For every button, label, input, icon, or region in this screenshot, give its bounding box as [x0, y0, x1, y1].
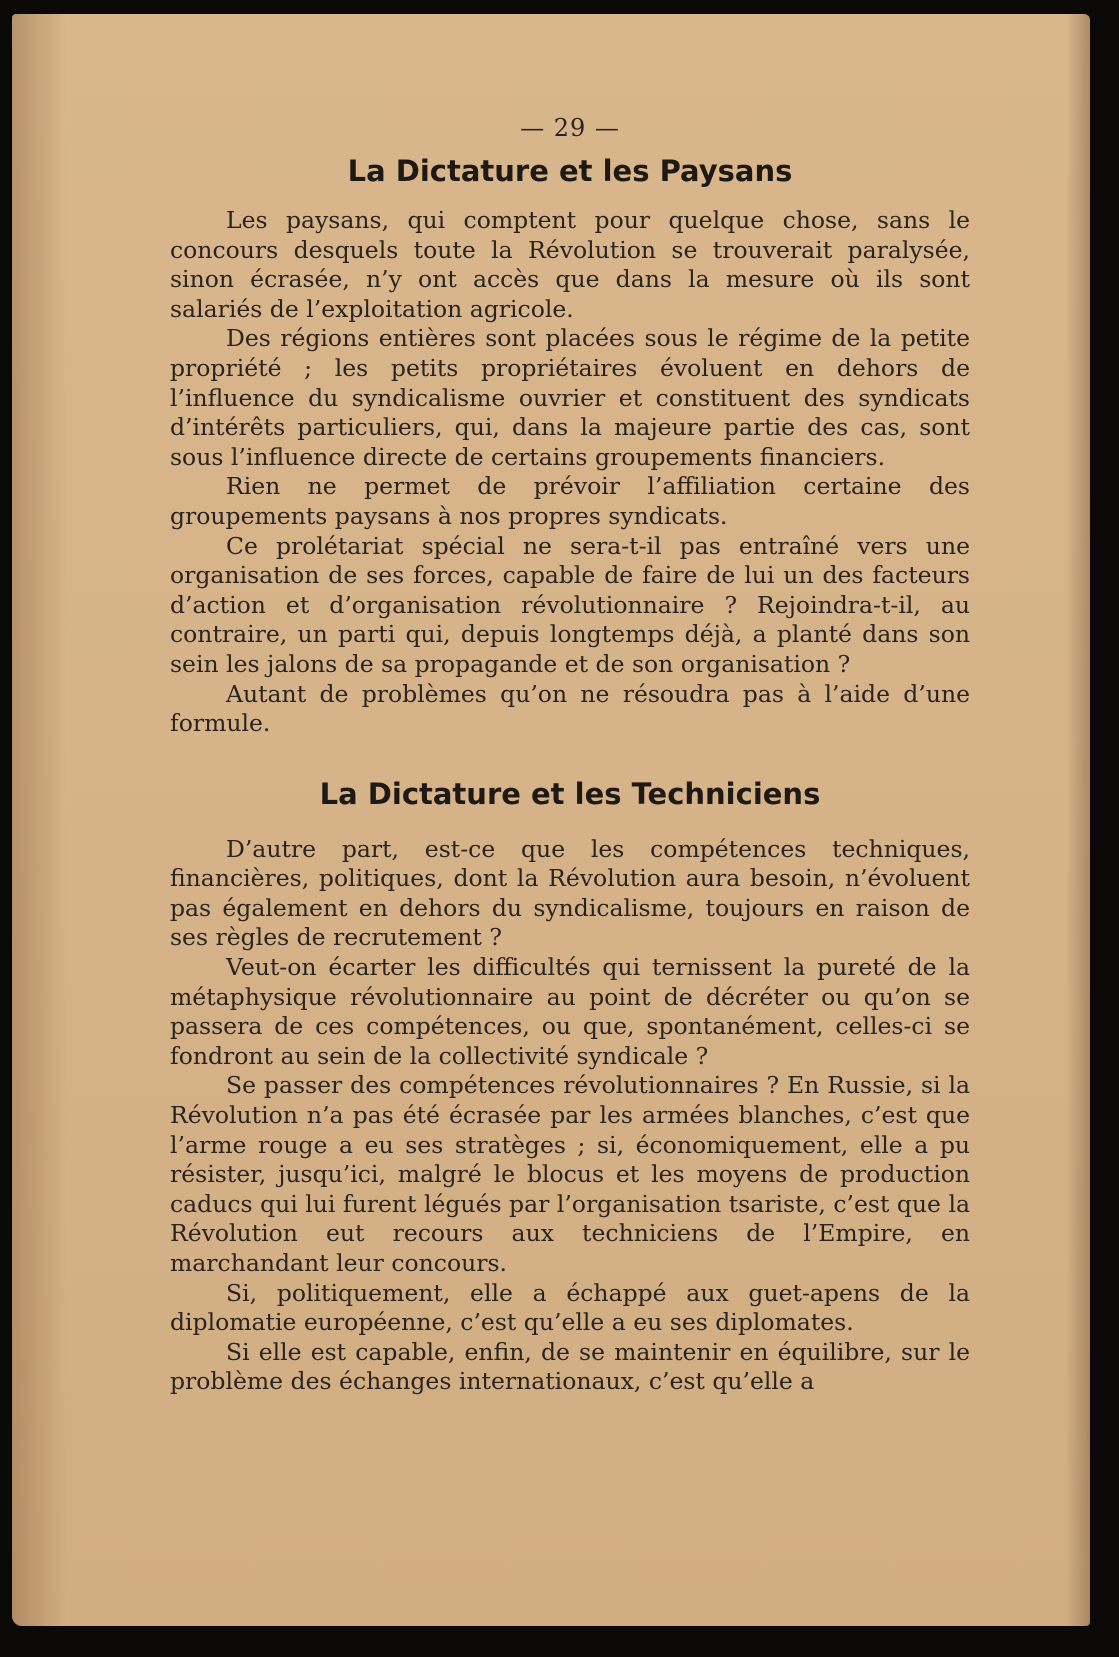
paragraph: Autant de problèmes qu’on ne résoudra pas à l’aide d’une formule.: [170, 679, 970, 738]
paragraph: Les paysans, qui comptent pour quelque chose, sans le concours desquels toute la Révolution se trouverait paralysée, sinon écrasée, n’y ont accès que dans la mesure où ils sont salariés de l’exploitation agricole.: [170, 206, 970, 323]
page-number: — 29 —: [520, 114, 620, 142]
section-techniciens: [170, 777, 970, 1397]
paragraph: Ce prolétariat spécial ne sera-t-il pas entraîné vers une organisation de ses forces, capable de faire de lui un des facteurs d’action et d’organisation révolutionnaire ? Rejoindra-t-il, au contraire, un parti qui, depuis longtemps déjà, a planté dans son sein les jalons de sa propagande et de son organisation ?: [170, 531, 970, 678]
paragraph: Veut-on écarter les difficultés qui ternissent la pureté de la métaphysique révolutionnaire au point de décréter ou qu’on se passera de ces compétences, ou que, spontanément, celles-ci se fondront au sein de la collectivité syndicale ?: [170, 953, 970, 1070]
paragraph: Si elle est capable, enfin, de se maintenir en équilibre, sur le problème des échanges internationaux, c’est qu’elle a: [170, 1337, 970, 1396]
paragraph: Des régions entières sont placées sous le régime de la petite propriété ; les petits propriétaires évoluent en dehors de l’influence du syndicalisme ouvrier et constituent des syndicats d’intérêts particuliers, qui, dans la majeure partie des cas, sont sous l’influence directe de certains groupements financiers.: [170, 324, 970, 471]
section-title: La Dictature et les Paysans: [347, 154, 793, 188]
page-content: [170, 114, 970, 1397]
section-title: La Dictature et les Techniciens: [319, 776, 821, 811]
book-page: [12, 14, 1090, 1626]
paragraph: Se passer des compétences révolutionnaires ? En Russie, si la Révolution n’a pas été écrasée par les armées blanches, c’est que l’arme rouge a eu ses stratèges ; si, économiquement, elle a pu résister, jusqu’ici, malgré le blocus et les moyens de production caducs qui lui furent légués par l’organisation tsariste, c’est que la Révolution eut recours aux techniciens de l’Empire, en marchandant leur concours.: [170, 1071, 970, 1277]
section-paysans: [170, 154, 970, 739]
paragraph: Si, politiquement, elle a échappé aux guet-apens de la diplomatie européenne, c’est qu’elle a eu ses diplomates.: [170, 1278, 970, 1337]
paragraph: Rien ne permet de prévoir l’affiliation certaine des groupements paysans à nos propres syndicats.: [170, 472, 970, 530]
paragraph: D’autre part, est-ce que les compétences techniques, financières, politiques, dont la Révolution aura besoin, n’évoluent pas également en dehors du syndicalisme, toujours en raison de ses règles de recrutement ?: [170, 834, 970, 952]
